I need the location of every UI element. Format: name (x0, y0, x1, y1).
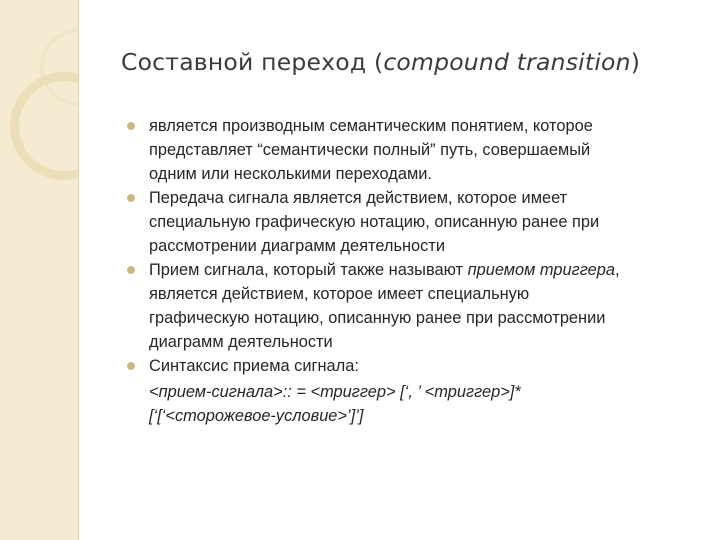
bullet-item (130, 186, 690, 258)
slide-content (130, 114, 690, 428)
bullet-line: рассмотрении диаграмм деятельности (149, 237, 446, 255)
bullet-icon (127, 194, 135, 202)
bullet-icon (127, 122, 135, 130)
bullet-italic-term: приемом триггера (467, 261, 615, 279)
bullet-line: специальную графическую нотацию, описанную ранее при (149, 213, 600, 231)
bullet-line: одним или несколькими переходами. (149, 165, 432, 183)
side-decoration-panel (0, 0, 78, 540)
bullet-text: , (614, 261, 620, 279)
side-panel-border (78, 0, 79, 540)
bullet-line: диаграмм деятельности (149, 333, 333, 351)
bullet-line: является производным семантическим понятием, которое (149, 117, 593, 135)
decorative-ring (10, 72, 78, 180)
bullet-line: Передача сигнала является действием, которое имеет (149, 189, 568, 207)
syntax-line: <прием-сигнала>:: = <триггер> [‘, ’ <триггер>]* (149, 383, 521, 401)
bullet-line (149, 258, 690, 282)
bullet-item (130, 114, 690, 186)
slide-title (121, 48, 701, 76)
title-english: compound transition (383, 48, 631, 76)
title-open-paren: ( (373, 48, 384, 76)
syntax-block (130, 380, 690, 428)
syntax-line: [‘[‘<сторожевое-условие>’]’] (149, 407, 364, 425)
bullet-icon (127, 362, 135, 370)
bullet-line: является действием, которое имеет специальную (149, 285, 530, 303)
bullet-text: Прием сигнала, который также называют (149, 261, 468, 279)
title-close-paren: ) (630, 48, 641, 76)
bullet-line: Синтаксис приема сигнала: (149, 357, 359, 375)
bullet-line: графическую нотацию, описанную ранее при рассмотрении (149, 309, 606, 327)
bullet-item (130, 258, 690, 354)
bullet-line: представляет “семантически полный” путь, совершаемый (149, 141, 591, 159)
title-main: Составной переход (121, 48, 374, 76)
bullet-icon (127, 266, 135, 274)
bullet-item (130, 354, 690, 378)
